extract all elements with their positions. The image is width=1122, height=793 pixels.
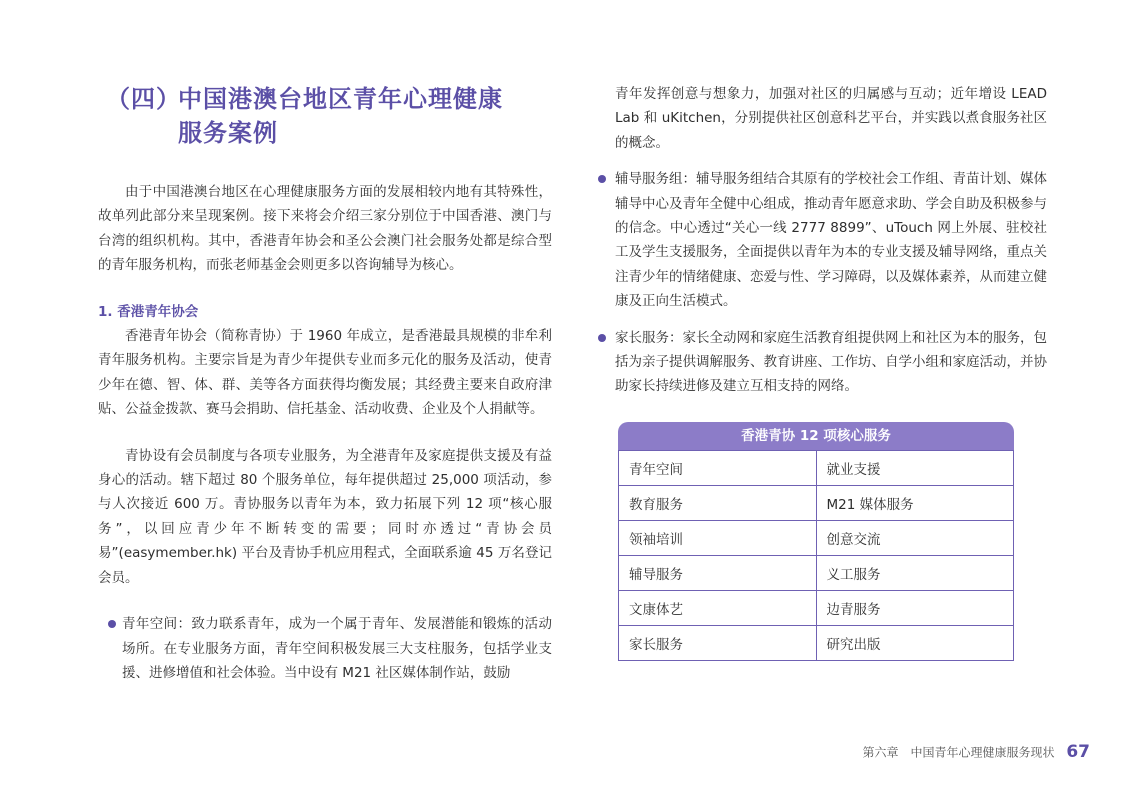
table-row xyxy=(619,626,1014,661)
table-row xyxy=(619,451,1014,486)
table-cell: 研究出版 xyxy=(816,626,1014,661)
core-services-table xyxy=(618,422,1014,661)
bullet-youth-space-text: 青年空间：致力联系青年，成为一个属于青年、发展潜能和锻炼的活动场所。在专业服务方面，青年空间积极发展三大支柱服务，包括学业支援、进修增值和社会体验。当中设有 M21 社区媒体制作站，鼓励 xyxy=(122,616,552,681)
bullet-dot-icon xyxy=(598,334,606,342)
table-cell: 文康体艺 xyxy=(619,591,817,626)
heading-line-2: 服务案例 xyxy=(178,119,278,147)
table-cell: 创意交流 xyxy=(816,521,1014,556)
services-grid xyxy=(618,450,1014,661)
page-footer xyxy=(862,742,1090,762)
section-heading xyxy=(98,82,552,150)
table-row xyxy=(619,486,1014,521)
table-row xyxy=(619,521,1014,556)
table-cell: M21 媒体服务 xyxy=(816,486,1014,521)
bullet-parent-services xyxy=(597,326,1047,399)
hkfyg-paragraph-1: 香港青年协会（简称青协）于 1960 年成立，是香港最具规模的非牟利青年服务机构。主要宗旨是为青少年提供专业而多元化的服务及活动，使青少年在德、智、体、群、美等各方面获得均衡发展；其经费主要来自政府津贴、公益金拨款、赛马会捐助、信托基金、活动收费、企业及个人捐献等。 xyxy=(98,328,552,418)
table-cell: 领袖培训 xyxy=(619,521,817,556)
subsection-title: 1. 香港青年协会 xyxy=(98,303,199,320)
table-cell: 边青服务 xyxy=(816,591,1014,626)
page-number: 67 xyxy=(1066,742,1090,762)
bullet-parent-services-text: 家长服务：家长全动网和家庭生活教育组提供网上和社区为本的服务，包括为亲子提供调解服务、教育讲座、工作坊、自学小组和家庭活动，并协助家长持续进修及建立互相支持的网络。 xyxy=(615,329,1047,395)
table-cell: 辅导服务 xyxy=(619,556,817,591)
bullet-dot-icon xyxy=(598,175,606,183)
table-cell: 青年空间 xyxy=(619,451,817,486)
table-cell: 义工服务 xyxy=(816,556,1014,591)
hkfyg-paragraph-2: 青协设有会员制度与各项专业服务，为全港青年及家庭提供支援及有益身心的活动。辖下超过 80 个服务单位，每年提供超过 25,000 项活动，参与人次接近 600 万。青协服务以青年为本，致力拓展下列 12 项“核心服务”，以回应青少年不断转变的需要；同时亦透过“青协会员易”(easymember.hk) 平台及青协手机应用程式，全面联系逾 45 万名登记会员。 xyxy=(98,447,552,586)
bullet-dot-icon xyxy=(108,620,116,628)
table-cell: 就业支援 xyxy=(816,451,1014,486)
intro-paragraph: 由于中国港澳台地区在心理健康服务方面的发展相较内地有其特殊性，故单列此部分来呈现案例。接下来将会介绍三家分别位于中国香港、澳门与台湾的组织机构。其中，香港青年协会和圣公会澳门社会服务处都是综合型的青年服务机构，而张老师基金会则更多以咨询辅导为核心。 xyxy=(98,184,552,274)
heading-line-1: 中国港澳台地区青年心理健康 xyxy=(178,85,503,113)
bullet-counselling-text: 辅导服务组：辅导服务组结合其原有的学校社会工作组、青苗计划、媒体辅导中心及青年全健中心组成，推动青年愿意求助、学会自助及积极参与的信念。中心透过“关心一线 2777 8899”、uTouch 网上外展、驻校社工及学生支援服务，全面提供以青年为本的专业支援及辅导网络，重点关注青少年的情绪健康、恋爱与性、学习障碍，以及媒体素养，从而建立健康及正向生活模式。 xyxy=(615,171,1047,310)
table-row xyxy=(619,556,1014,591)
left-column xyxy=(98,82,552,685)
table-row xyxy=(619,591,1014,626)
heading-number: （四） xyxy=(106,85,181,113)
chapter-label: 第六章 中国青年心理健康服务现状 xyxy=(862,745,1055,760)
table-cell: 教育服务 xyxy=(619,486,817,521)
table-cell: 家长服务 xyxy=(619,626,817,661)
table-title: 香港青协 12 项核心服务 xyxy=(618,422,1014,450)
right-column xyxy=(597,82,1047,399)
bullet-counselling xyxy=(597,167,1047,313)
bullet-youth-space-continued: 青年发挥创意与想象力，加强对社区的归属感与互动；近年增设 LEAD Lab 和 uKitchen，分别提供社区创意科艺平台，并实践以煮食服务社区的概念。 xyxy=(615,86,1047,151)
bullet-youth-space xyxy=(98,612,552,685)
